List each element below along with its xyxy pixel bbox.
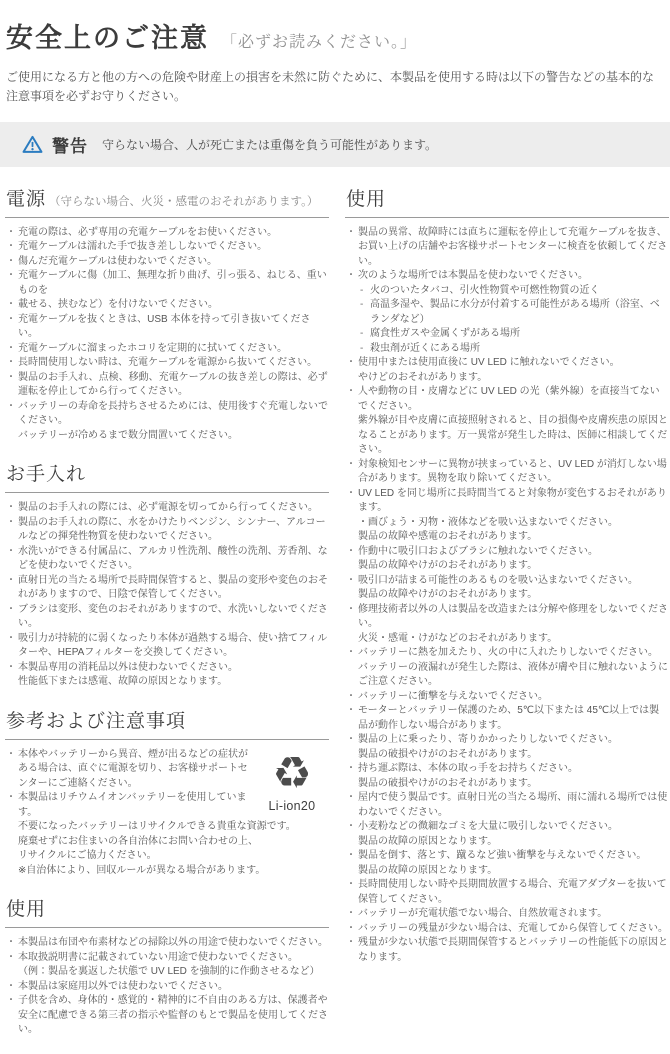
bullet-text: バッテリーの寿命を長持ちさせるためには、使用後すぐ充電しないでください。 (18, 400, 328, 427)
bullet-item (345, 646, 669, 690)
bullet-text: 火災・感電・けがなどのおそれがあります。 (358, 632, 558, 644)
bullet-text: バッテリーの液漏れが発生した際は、液体が膚や目に触れないようにご注意ください。 (358, 661, 668, 688)
bullet-text: やけどのおそれがあります。 (358, 371, 488, 383)
bullet-text: 充電ケーブルに傷（加工、無理な折り曲げ、引っ張る、ねじる、重いものを (18, 270, 327, 296)
bullet-marker: ・ (346, 937, 356, 949)
bullet-item (5, 545, 329, 574)
bullet-text: 本製品専用の消耗品以外は使わないでください。 (18, 661, 238, 673)
bullet-line (345, 559, 669, 574)
bullet-text: 製品の破損やけがのおそれがあります。 (358, 777, 538, 789)
bullet-item (5, 371, 329, 400)
section-body (345, 226, 669, 966)
dash-marker: - (360, 299, 364, 311)
bullet-item (345, 922, 669, 937)
bullet-line (345, 574, 669, 589)
bullet-item (345, 820, 669, 849)
bullet-line (345, 356, 669, 371)
intro-paragraph: ご使用になる方と他の方への危険や財産上の損害を未然に防ぐために、本製品を使用する時は以下の警告などの基本的な注意事項を必ずお守りください。 (6, 70, 655, 104)
bullet-line (345, 733, 669, 748)
bullet-line (5, 574, 329, 603)
bullet-marker: ・ (346, 603, 356, 615)
bullet-marker: ・ (346, 850, 356, 862)
section-heading (5, 459, 329, 493)
section-note: （守らない場合、火災・感電のおそれがあります。） (49, 195, 319, 208)
bullet-marker: ・ (346, 574, 356, 586)
bullet-line (345, 661, 669, 690)
section-body (5, 501, 329, 690)
bullet-text: 製品の破損やけがのおそれがあります。 (358, 748, 538, 760)
bullet-marker: ・ (6, 545, 16, 557)
bullet-line (345, 545, 669, 560)
bullet-item (5, 400, 329, 444)
section-heading (5, 894, 329, 928)
bullet-text: ・画びょう・刃物・液体などを吸い込まないでください。 (358, 516, 618, 528)
bullet-text: 修理技術者以外の人は製品を改造または分解や修理をしないでください。 (358, 603, 668, 630)
bullet-text: 製品の故障やけがのおそれがあります。 (358, 589, 538, 601)
bullet-item (345, 487, 669, 545)
bullet-marker: ・ (6, 748, 16, 760)
bullet-text: 使用中または使用直後に UV LED に触れないでください。 (358, 357, 620, 369)
bullet-item (5, 269, 329, 298)
section-body (5, 748, 329, 879)
bullet-text: 充電ケーブルに溜まったホコリを定期的に拭いてください。 (18, 342, 288, 354)
bullet-line (345, 269, 669, 284)
bullet-marker: ・ (346, 922, 356, 934)
bullet-line (345, 385, 669, 414)
section-body (5, 226, 329, 444)
bullet-line (5, 313, 329, 342)
bullet-marker: ・ (6, 371, 16, 383)
bullet-marker: ・ (346, 270, 356, 282)
bullet-text: 子供を含め、身体的・感覚的・精神的に不自由のある方は、保護者や安全に配慮できる第三者の指示や監督のもとで製品を使用してください。 (18, 995, 328, 1036)
bullet-marker: ・ (346, 792, 356, 804)
bullet-line (345, 748, 669, 763)
bullet-text: 製品の上に乗ったり、寄りかかったりしないでください。 (358, 734, 618, 746)
bullet-item (345, 458, 669, 487)
bullet-text: 載せる、挟むなど）を付けないでください。 (18, 299, 218, 311)
bullet-line (5, 864, 329, 879)
bullet-marker: ・ (6, 632, 16, 644)
bullet-marker: ・ (6, 792, 16, 804)
bullet-line (345, 487, 669, 516)
bullet-line (5, 400, 329, 429)
bullet-item (5, 574, 329, 603)
bullet-text: ブラシは変形、変色のおそれがありますので、水洗いしないでください。 (18, 603, 328, 630)
section-usage-right (345, 184, 669, 966)
bullet-marker: ・ (6, 255, 16, 267)
bullet-item (345, 791, 669, 820)
bullet-item (5, 342, 329, 357)
bullet-text: 性能低下または感電、故障の原因となります。 (18, 676, 228, 688)
left-column (5, 184, 329, 1054)
bullet-text: モーターとバッテリー保護のため、5℃以下または 45℃以上では製品が動作しない場合があります。 (358, 705, 660, 731)
content-columns (0, 167, 670, 1054)
bullet-text: 長時間使用しない時や長期間放置する場合、充電アダプターを抜いて保管してください。 (358, 879, 667, 905)
dash-marker: - (360, 342, 364, 354)
bullet-item (345, 574, 669, 603)
bullet-line (345, 603, 669, 632)
bullet-item (345, 878, 669, 907)
section-power (5, 184, 329, 444)
section-title: 使用 (6, 899, 47, 921)
bullet-line (5, 965, 329, 980)
bullet-text: 製品を倒す、落とす、蹴るなど強い衝撃を与えないでください。 (358, 850, 647, 862)
bullet-text: 屋内で使う製品です。直射日光の当たる場所、雨に濡れる場所では使わないでください。 (358, 792, 668, 818)
bullet-text: ※自治体により、回収ルールが異なる場合があります。 (18, 864, 266, 876)
bullet-item (345, 704, 669, 733)
bullet-text: 製品の故障の原因となります。 (358, 835, 498, 847)
dash-marker: - (360, 284, 364, 296)
bullet-text: 本製品は家庭用以外では使わないでください。 (18, 980, 228, 992)
warning-banner (0, 122, 670, 167)
bullet-line (5, 791, 329, 820)
bullet-marker: ・ (6, 980, 16, 992)
bullet-item (5, 748, 329, 792)
bullet-text: 製品のお手入れの際には、必ず電源を切ってから行ってください。 (18, 502, 318, 514)
bullet-item (345, 356, 669, 385)
bullet-line (345, 458, 669, 487)
bullet-text: 充電の際は、必ず専用の充電ケーブルをお使いください。 (18, 226, 278, 238)
bullet-marker: ・ (6, 661, 16, 673)
bullet-line (345, 226, 669, 270)
bullet-marker: ・ (6, 357, 16, 369)
bullet-line (5, 429, 329, 444)
bullet-line (345, 516, 669, 531)
bullet-marker: ・ (6, 299, 16, 311)
bullet-marker: ・ (6, 342, 16, 354)
bullet-text: 作動中に吸引口およびブラシに触れないでください。 (358, 545, 598, 557)
bullet-item (345, 849, 669, 878)
bullet-line (5, 516, 329, 545)
bullet-text: 製品のお手入れ、点検、移動、充電ケーブルの抜き差しの際は、必ず運転を停止してから行ってください。 (18, 371, 328, 398)
section-heading (345, 184, 669, 218)
bullet-line (5, 994, 329, 1038)
title-row (6, 16, 662, 55)
bullet-item (345, 269, 669, 356)
bullet-text: 人や動物の目・皮膚などに UV LED の光（紫外線）を直接当てないでください。 (358, 386, 660, 412)
bullet-item (345, 936, 669, 965)
bullet-marker: ・ (346, 879, 356, 891)
bullet-text: 製品の故障の原因となります。 (358, 864, 498, 876)
bullet-line (345, 777, 669, 792)
bullet-item (5, 226, 329, 241)
bullet-text: 製品の故障や感電のおそれがあります。 (358, 531, 538, 543)
bullet-line (5, 835, 329, 850)
bullet-text: リサイクルにご協力ください。 (18, 850, 157, 862)
dash-marker: - (360, 328, 364, 340)
bullet-marker: ・ (346, 458, 356, 470)
bullet-marker: ・ (6, 226, 16, 238)
bullet-line (345, 632, 669, 647)
bullet-marker: ・ (6, 400, 16, 412)
page-subtitle: 「必ずお読みください。」 (221, 34, 418, 51)
bullet-text: 直射日光の当たる場所で長時間保管すると、製品の変形や変色のおそれがありますので、日陰で保管してください。 (18, 574, 328, 601)
bullet-item (5, 240, 329, 255)
bullet-marker: ・ (6, 951, 16, 963)
bullet-item (345, 603, 669, 647)
bullet-item (5, 994, 329, 1038)
bullet-item (345, 907, 669, 922)
right-column (345, 184, 669, 1054)
bullet-text: 傷んだ充電ケーブルは使わないでください。 (18, 255, 218, 267)
sub-bullet-text: 腐食性ガスや金属くずがある場所 (370, 328, 520, 340)
bullet-line (345, 878, 669, 907)
page-header (0, 0, 670, 107)
bullet-text: 本製品はリチウムイオンバッテリーを使用しています。 (18, 792, 247, 818)
bullet-line (5, 371, 329, 400)
bullet-text: 不要になったバッテリーはリサイクルできる貴重な資源です。 (18, 821, 296, 833)
bullet-line (345, 835, 669, 850)
bullet-marker: ・ (346, 545, 356, 557)
bullet-line (5, 675, 329, 690)
bullet-text: 本製品は布団や布素材などの掃除以外の用途で使わないでください。 (18, 937, 328, 949)
bullet-line (5, 545, 329, 574)
bullet-text: バッテリーが充電状態でない場合、自然放電されます。 (358, 908, 608, 920)
bullet-text: UV LED を同じ場所に長時間当てると対象物が変色するおそれがあります。 (358, 487, 667, 514)
bullet-marker: ・ (6, 270, 16, 282)
bullet-line (345, 907, 669, 922)
bullet-text: 水洗いができる付属品に、アルカリ性洗剤、酸性の洗剤、芳香剤、などを使わないでください。 (18, 545, 328, 572)
section-care (5, 459, 329, 690)
section-title: 参考および注意事項 (6, 710, 187, 732)
bullet-line (5, 603, 329, 632)
bullet-item (5, 255, 329, 270)
bullet-line (5, 951, 329, 966)
bullet-line (345, 530, 669, 545)
bullet-marker: ・ (6, 574, 16, 586)
bullet-line (5, 849, 329, 864)
bullet-text: 持ち運ぶ際は、本体の取っ手をお持ちください。 (358, 763, 578, 775)
bullet-marker: ・ (6, 241, 16, 253)
bullet-line (345, 849, 669, 864)
bullet-text: バッテリーが冷めるまで数分間置いてください。 (18, 429, 238, 441)
bullet-line (345, 936, 669, 965)
bullet-marker: ・ (346, 487, 356, 499)
bullet-text: 製品の異常、故障時には直ちに運転を停止して充電ケーブルを抜き、お買い上げの店舗やお客様サポートセンターに検査を依頼してください。 (358, 226, 668, 267)
bullet-marker: ・ (346, 821, 356, 833)
section-heading (5, 184, 329, 218)
section-title: お手入れ (6, 464, 87, 486)
bullet-line (345, 791, 669, 820)
bullet-line (345, 704, 669, 733)
bullet-marker: ・ (6, 937, 16, 949)
bullet-line (5, 240, 329, 255)
bullet-line (345, 414, 669, 458)
sub-bullet-text: 高温多湿や、製品に水分が付着する可能性がある場所（浴室、ベランダなど） (370, 299, 660, 325)
bullet-marker: ・ (6, 995, 16, 1007)
bullet-item (345, 545, 669, 574)
bullet-text: （例：製品を裏返した状態で UV LED を強制的に作動させるなど） (18, 966, 320, 978)
bullet-item (5, 661, 329, 690)
bullet-item (5, 936, 329, 951)
bullet-line (5, 936, 329, 951)
bullet-text: 対象検知センサーに異物が挟まっていると、UV LED が消灯しない場合があります。異物を取り除いてください。 (358, 458, 667, 485)
bullet-text: バッテリーに熱を加えたり、火の中に入れたりしないでください。 (358, 647, 658, 659)
bullet-text: 廃棄せずにお住まいの各自治体にお問い合わせの上、 (18, 835, 258, 847)
bullet-line (5, 356, 329, 371)
bullet-marker: ・ (346, 647, 356, 659)
bullet-line (5, 501, 329, 516)
recycle-mark-label: Li-ion20 (268, 799, 316, 814)
bullet-marker: ・ (346, 908, 356, 920)
bullet-text: バッテリーの残量が少ない場合は、充電してから保管してください。 (358, 922, 668, 934)
bullet-text: 本取扱説明書に記載されていない用途で使わないでください。 (18, 951, 298, 963)
section-reference (5, 706, 329, 879)
bullet-line (345, 646, 669, 661)
bullet-text: 紫外線が目や皮膚に直接照射されると、目の損傷や皮膚疾患の原因となることがあります。万一異常が発生した時は、医師に相談してください。 (358, 415, 668, 456)
bullet-item (5, 356, 329, 371)
bullet-text: 長時間使用しない時は、充電ケーブルを電源から抜いてください。 (18, 357, 318, 369)
bullet-line (5, 342, 329, 357)
bullet-line (345, 820, 669, 835)
bullet-text: 充電ケーブルを抜くときは、USB 本体を持って引き抜いてください。 (18, 313, 311, 340)
bullet-item (5, 603, 329, 632)
bullet-text: 吸引口が詰まる可能性のあるものを吸い込まないでください。 (358, 574, 638, 586)
bullet-text: 残量が少ない状態で長期間保管するとバッテリーの性能低下の原因となります。 (358, 937, 668, 963)
bullet-line (345, 690, 669, 705)
warning-triangle-icon (22, 135, 43, 154)
recycling-icon: ♻ (272, 748, 312, 798)
bullet-item (345, 690, 669, 705)
bullet-item (345, 385, 669, 458)
warning-label: 警告 (52, 136, 88, 156)
bullet-line (345, 864, 669, 879)
bullet-marker: ・ (6, 502, 16, 514)
warning-text: 守らない場合、人が死亡または重傷を負う可能性があります。 (102, 137, 438, 152)
bullet-text: バッテリーに衝撃を与えないでください。 (358, 690, 548, 702)
bullet-item (5, 980, 329, 995)
bullet-marker: ・ (346, 734, 356, 746)
bullet-marker: ・ (6, 603, 16, 615)
sub-bullet-text: 火のついたタバコ、引火性物質や可燃性物質の近く (370, 284, 600, 296)
bullet-line (345, 371, 669, 386)
bullet-line (345, 922, 669, 937)
bullet-marker: ・ (6, 313, 16, 325)
bullet-item (5, 313, 329, 342)
bullet-item (345, 733, 669, 762)
bullet-marker: ・ (346, 226, 356, 238)
page-title: 安全上のご注意 (6, 23, 209, 53)
bullet-item (345, 226, 669, 270)
bullet-line (5, 980, 329, 995)
bullet-line (345, 588, 669, 603)
bullet-item (5, 298, 329, 313)
bullet-item (345, 762, 669, 791)
bullet-marker: ・ (346, 386, 356, 398)
bullet-item (5, 501, 329, 516)
bullet-marker: ・ (346, 690, 356, 702)
bullet-line (5, 748, 329, 792)
section-title: 電源 (6, 188, 47, 210)
bullet-text: 本体やバッテリーから異音、煙が出るなどの症状がある場合は、直ぐに電源を切り、お客様サポートセンターにご連絡ください。 (18, 748, 248, 789)
bullet-text: 吸引力が持続的に弱くなったり本体が過熱する場合、使い捨てフィルターや、HEPAフィルターを交換してください。 (18, 632, 328, 659)
sub-bullet-text: 殺虫剤が近くにある場所 (370, 342, 480, 354)
bullet-line (5, 820, 329, 835)
bullet-text: 小麦粉などの微細なゴミを大量に吸引しないでください。 (358, 821, 618, 833)
bullet-marker: ・ (346, 763, 356, 775)
bullet-text: 製品の故障やけがのおそれがあります。 (358, 560, 538, 572)
section-heading (5, 706, 329, 740)
section-body (5, 936, 329, 1038)
bullet-marker: ・ (6, 516, 16, 528)
bullet-line (5, 298, 329, 313)
bullet-text: 次のような場所では本製品を使わないでください。 (358, 270, 588, 282)
bullet-line (345, 762, 669, 777)
bullet-marker: ・ (346, 705, 356, 717)
sub-bullet-line (345, 284, 669, 299)
bullet-marker: ・ (346, 357, 356, 369)
bullet-item (5, 791, 329, 878)
bullet-line (5, 661, 329, 676)
sub-bullet-line (345, 342, 669, 357)
bullet-text: 充電ケーブルは濡れた手で抜き差ししないでください。 (18, 241, 268, 253)
bullet-line (5, 269, 329, 298)
bullet-item (5, 632, 329, 661)
bullet-line (5, 255, 329, 270)
bullet-item (5, 516, 329, 545)
bullet-line (5, 226, 329, 241)
section-title: 使用 (346, 188, 387, 210)
bullet-line (5, 632, 329, 661)
bullet-text: 製品のお手入れの際に、水をかけたりベンジン、シンナー、アルコールなどの揮発性物質を使わないでください。 (18, 516, 326, 543)
sub-bullet-line (345, 327, 669, 342)
sub-bullet-line (345, 298, 669, 327)
bullet-item (5, 951, 329, 980)
